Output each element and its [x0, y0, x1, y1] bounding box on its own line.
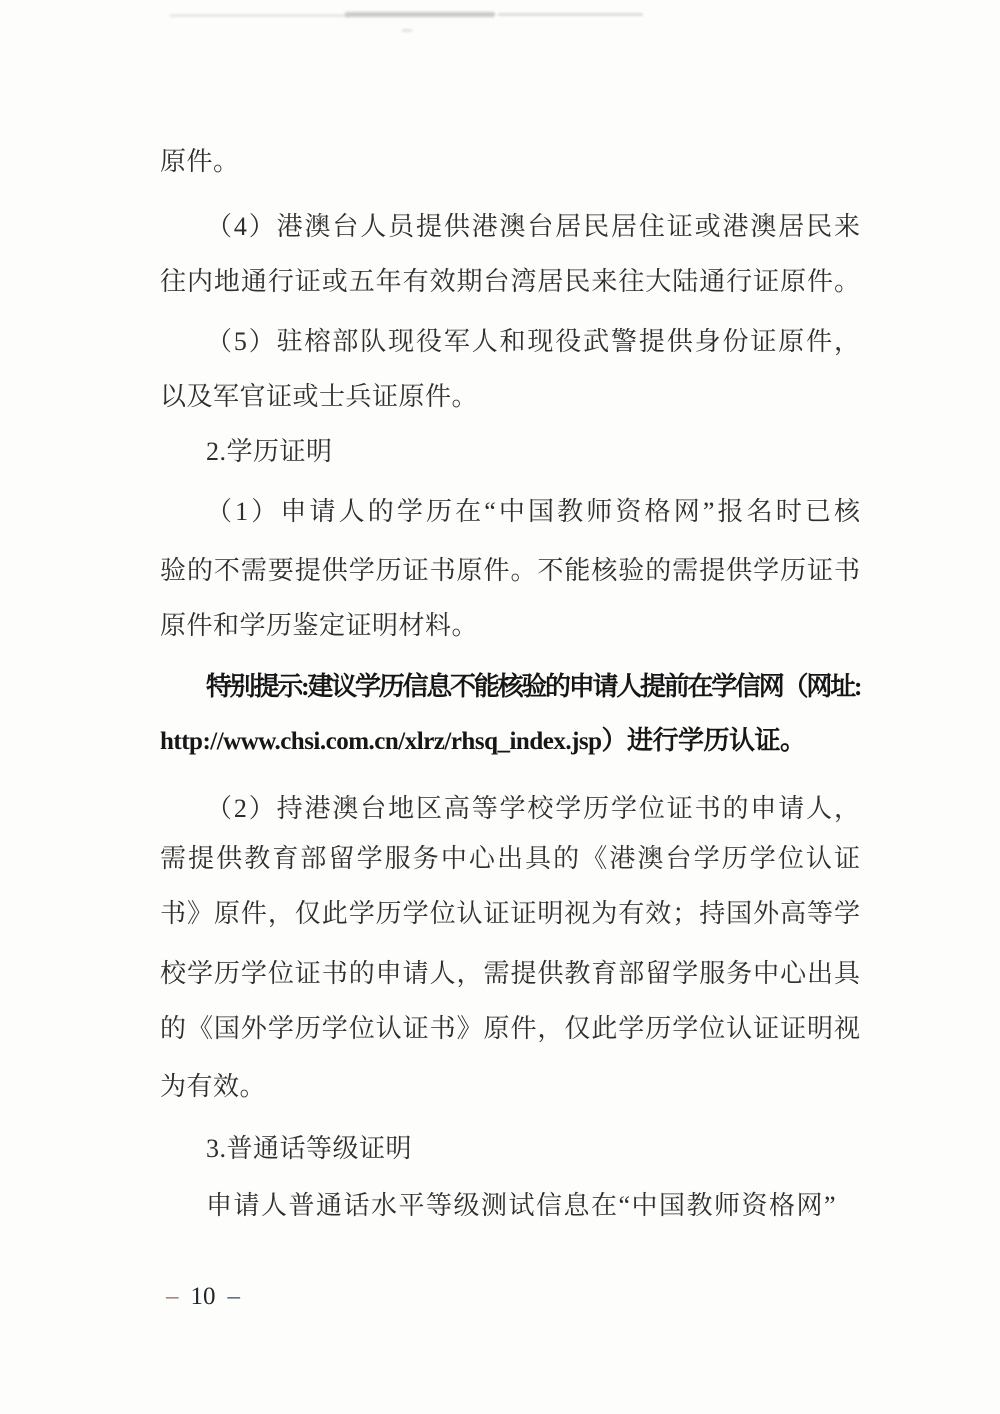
- page-number-dash-left: –: [166, 1283, 179, 1310]
- text-line: 的《国外学历学位认证书》原件，仅此学历学位认证证明视: [160, 1014, 860, 1043]
- text-line: （1）申请人的学历在“中国教师资格网”报名时已核: [206, 497, 860, 526]
- text-line: 原件和学历鉴定证明材料。: [160, 611, 479, 640]
- scan-artifact: [498, 13, 643, 16]
- text-line: 以及军官证或士兵证原件。: [160, 382, 479, 411]
- scan-artifact: [402, 29, 412, 32]
- section-heading: 2.学历证明: [206, 437, 333, 466]
- text-line: 申请人普通话水平等级测试信息在“中国教师资格网”: [206, 1191, 838, 1220]
- scan-artifact: [170, 14, 350, 17]
- section-heading: 3.普通话等级证明: [206, 1134, 413, 1163]
- url-text: http://www.chsi.com.cn/xlrz/rhsq_index.jsp: [160, 728, 602, 755]
- text-line: 需提供教育部留学服务中心出具的《港澳台学历学位认证: [160, 844, 860, 873]
- page-number: [166, 1283, 240, 1311]
- page-number-dash-right: –: [227, 1283, 240, 1310]
- text-line: （4）港澳台人员提供港澳台居民居住证或港澳居民来: [206, 212, 860, 241]
- notice-line: 特别提示:建议学历信息不能核验的申请人提前在学信网（网址:: [206, 672, 860, 701]
- scan-artifact: [345, 12, 495, 17]
- text-line: （5）驻榕部队现役军人和现役武警提供身份证原件，: [206, 327, 860, 356]
- text-line: 校学历学位证书的申请人，需提供教育部留学服务中心出具: [160, 959, 860, 988]
- text-line: 验的不需要提供学历证书原件。不能核验的需提供学历证书: [160, 556, 860, 585]
- text-line: 为有效。: [160, 1072, 267, 1101]
- text-line: 原件。: [160, 147, 240, 176]
- url-suffix-text: ）进行学历认证。: [601, 726, 806, 755]
- text-line: 往内地通行证或五年有效期台湾居民来往大陆通行证原件。: [160, 267, 860, 296]
- text-line: （2）持港澳台地区高等学校学历学位证书的申请人，: [206, 794, 860, 823]
- page-number-value: 10: [190, 1283, 216, 1310]
- text-line: 书》原件，仅此学历学位认证证明视为有效；持国外高等学: [160, 899, 860, 928]
- url-line: [160, 725, 860, 758]
